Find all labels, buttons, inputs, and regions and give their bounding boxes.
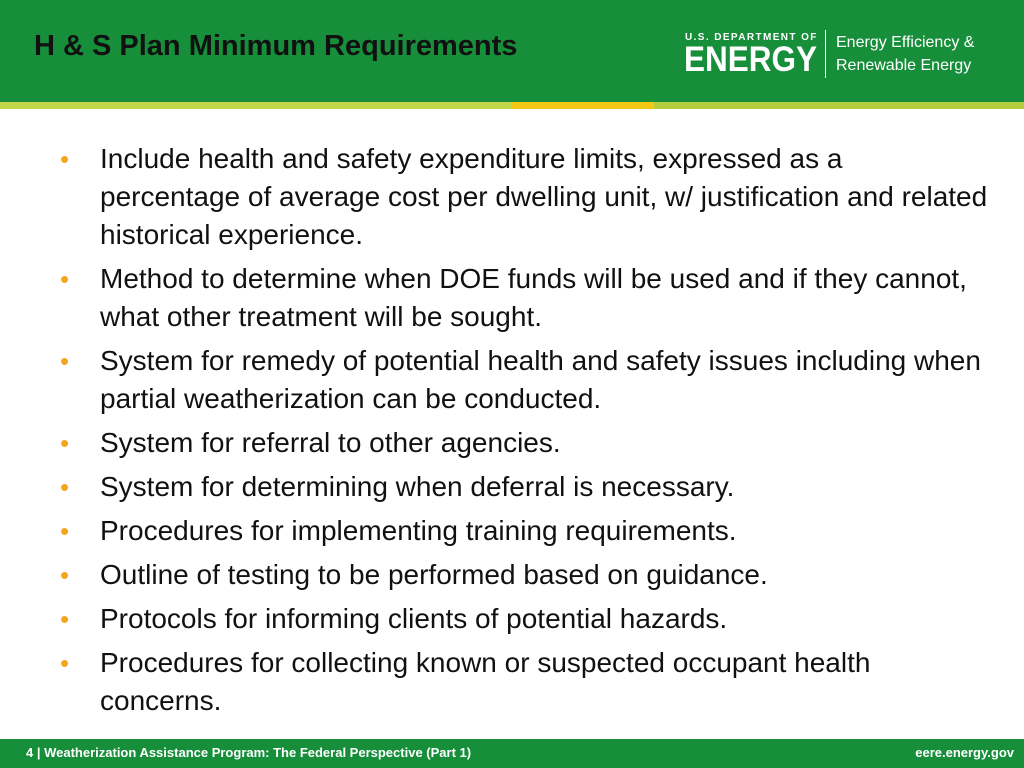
- logo-eere-line2: Renewable Energy: [836, 57, 972, 74]
- bullet-dot-icon: •: [60, 264, 70, 294]
- footer-website: eere.energy.gov: [915, 745, 1014, 760]
- logo-energy-text: ENERGY: [684, 40, 818, 79]
- bullet-dot-icon: •: [60, 144, 70, 174]
- bullet-dot-icon: •: [60, 648, 70, 678]
- bullet-dot-icon: •: [60, 516, 70, 546]
- accent-stripe-green: [654, 102, 1024, 109]
- bullet-text: Protocols for informing clients of potential hazards.: [100, 603, 728, 634]
- bullet-list: [58, 140, 988, 726]
- bullet-text: Procedures for collecting known or suspected occupant health concerns.: [100, 647, 871, 716]
- bullet-item: [58, 556, 988, 594]
- bullet-text: System for remedy of potential health and safety issues including when partial weatherization can be conducted.: [100, 345, 981, 414]
- bullet-item: [58, 342, 988, 418]
- bullet-item: [58, 260, 988, 336]
- footer-bar: [0, 739, 1024, 768]
- logo-eere-text: [836, 31, 974, 77]
- doe-eere-logo: [685, 28, 1005, 84]
- bullet-item: [58, 468, 988, 506]
- bullet-item: [58, 644, 988, 720]
- bullet-text: Outline of testing to be performed based on guidance.: [100, 559, 768, 590]
- footer-slide-info: 4 | Weatherization Assistance Program: The Federal Perspective (Part 1): [26, 745, 472, 760]
- bullet-item: [58, 140, 988, 254]
- accent-stripe-yellow: [512, 102, 654, 109]
- bullet-item: [58, 512, 988, 550]
- bullet-item: [58, 600, 988, 638]
- bullet-dot-icon: •: [60, 604, 70, 634]
- bullet-dot-icon: •: [60, 428, 70, 458]
- bullet-text: System for referral to other agencies.: [100, 427, 561, 458]
- accent-stripe-lime: [0, 102, 512, 109]
- bullet-text: Procedures for implementing training requirements.: [100, 515, 737, 546]
- logo-divider: [825, 30, 826, 78]
- bullet-item: [58, 424, 988, 462]
- bullet-dot-icon: •: [60, 560, 70, 590]
- bullet-text: System for determining when deferral is necessary.: [100, 471, 735, 502]
- header-bar: [0, 0, 1024, 102]
- slide-title: H & S Plan Minimum Requirements: [34, 30, 518, 62]
- bullet-text: Include health and safety expenditure limits, expressed as a percentage of average cost per dwelling unit, w/ justification and related historical experience.: [100, 143, 988, 250]
- logo-department-text: U.S. DEPARTMENT OF: [685, 32, 818, 43]
- bullet-dot-icon: •: [60, 346, 70, 376]
- logo-eere-line1: Energy Efficiency &: [836, 34, 975, 51]
- bullet-dot-icon: •: [60, 472, 70, 502]
- bullet-text: Method to determine when DOE funds will be used and if they cannot, what other treatment will be sought.: [100, 263, 967, 332]
